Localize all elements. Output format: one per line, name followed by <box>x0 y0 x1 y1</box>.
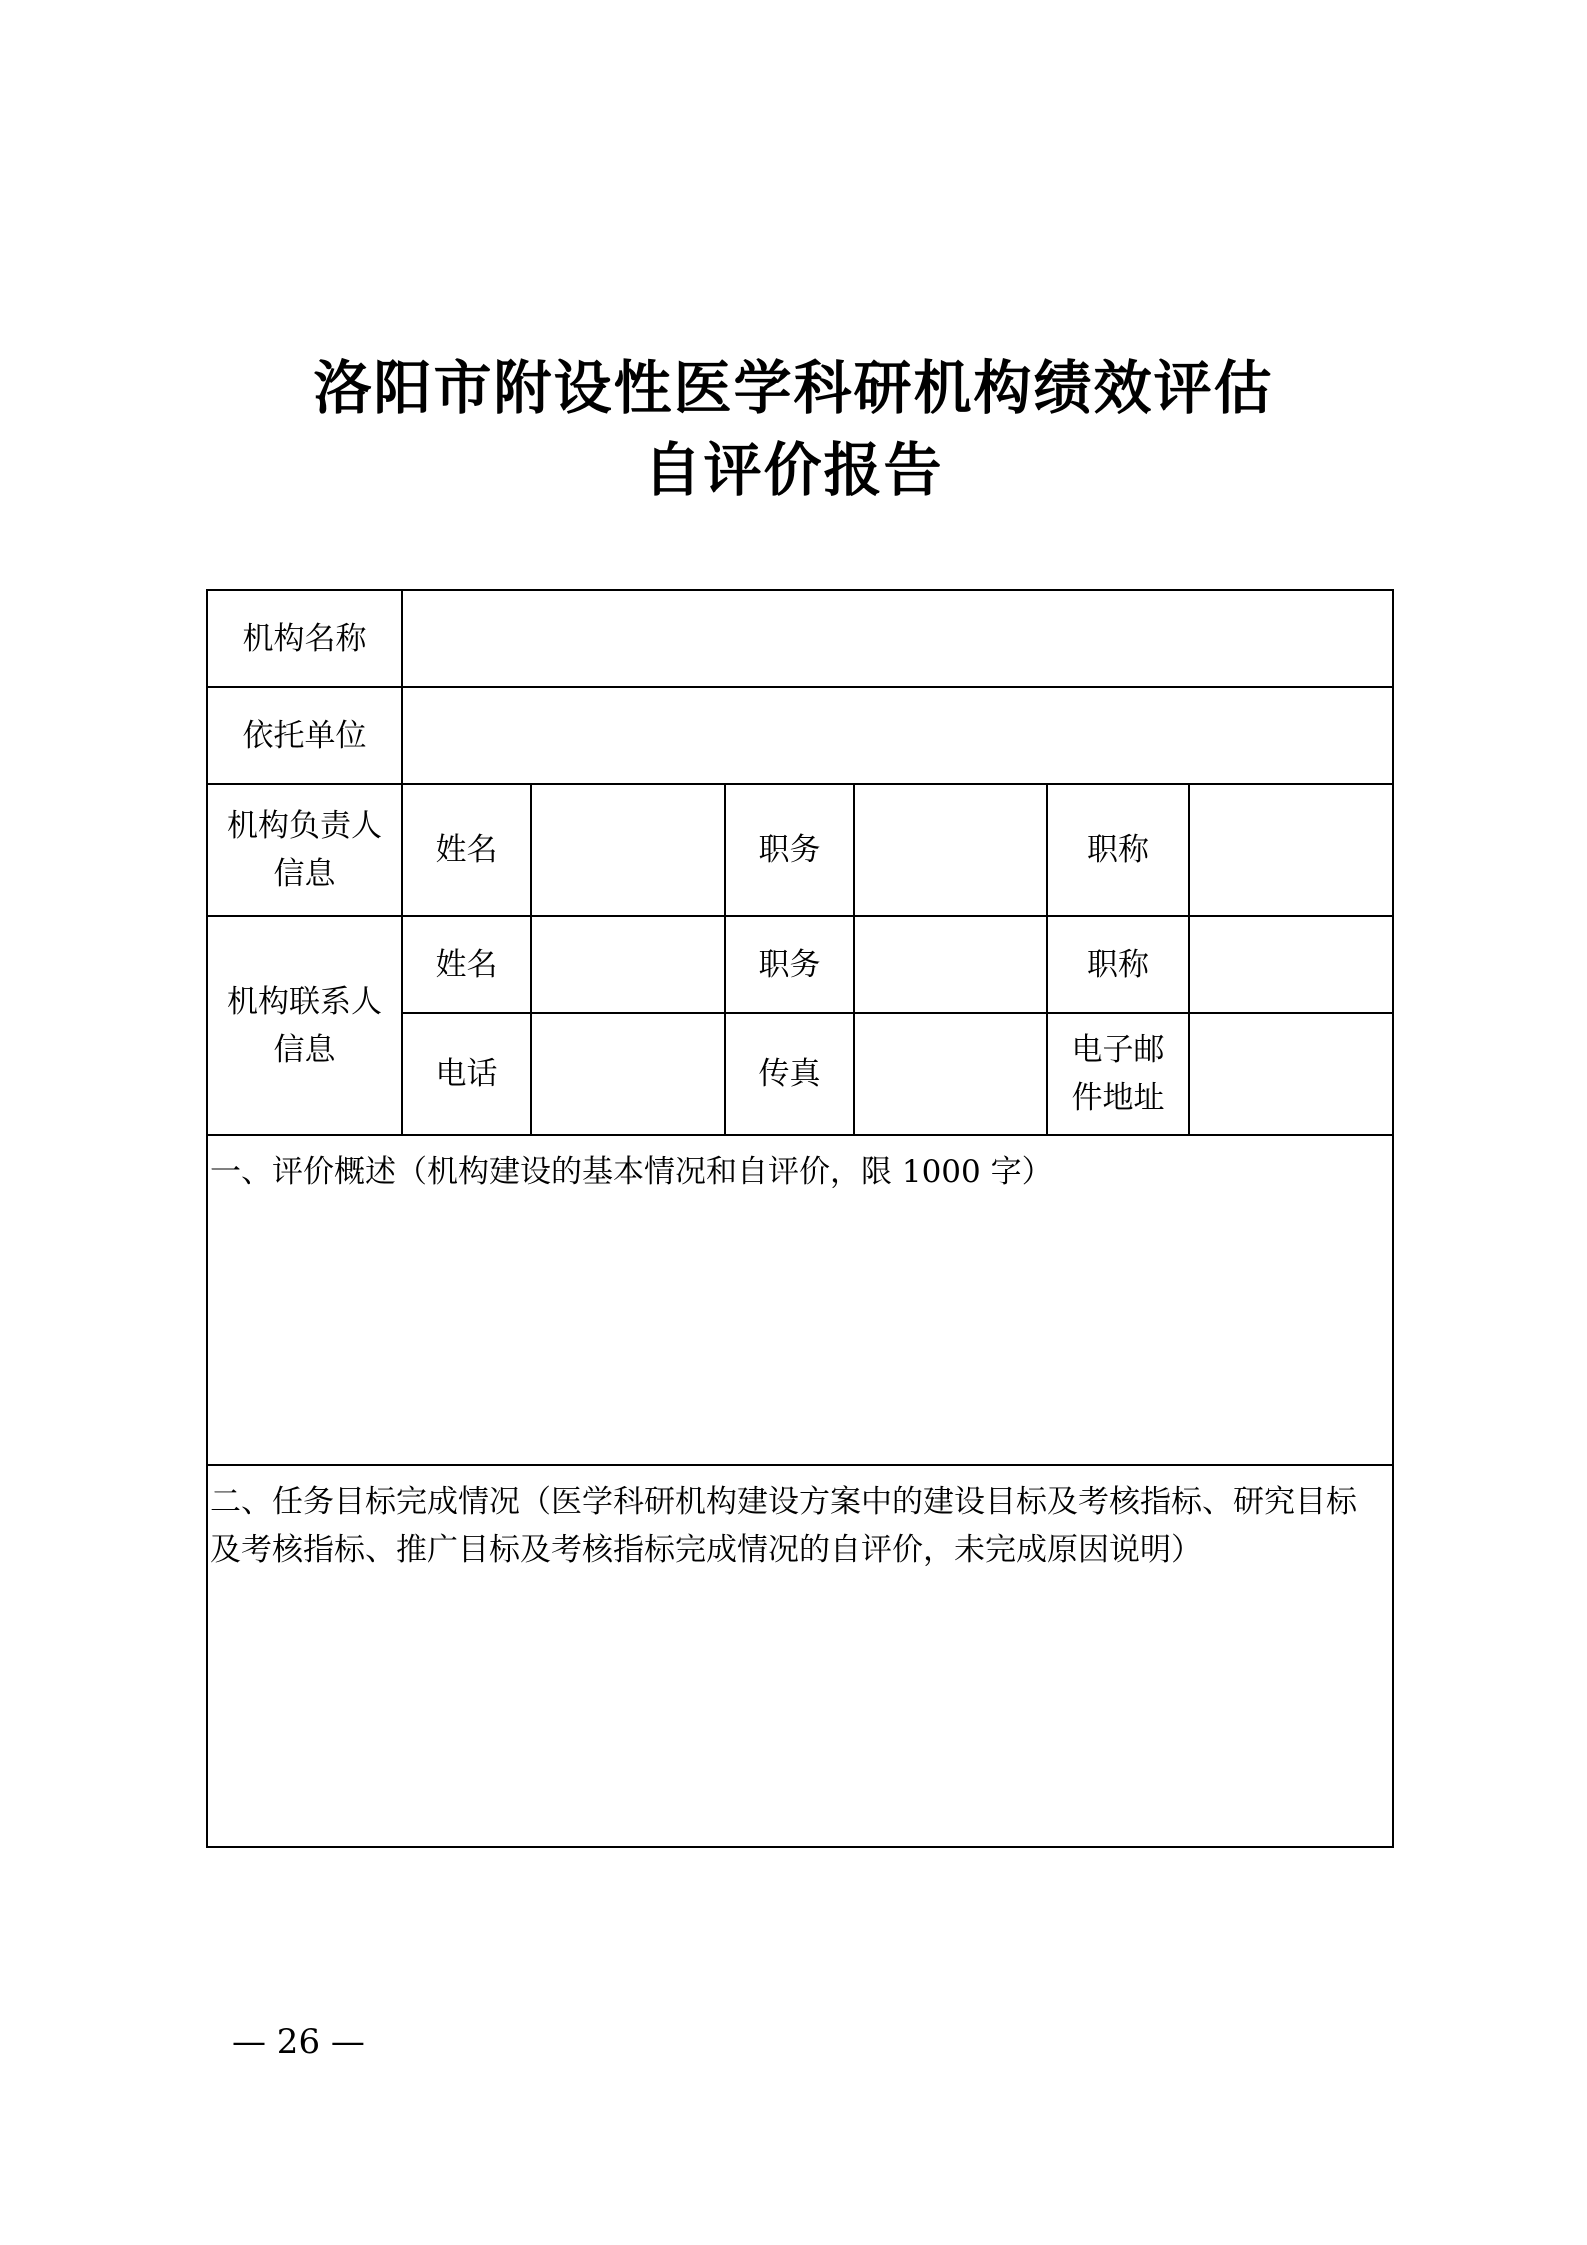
self-evaluation-form <box>206 589 1394 1848</box>
leader-position-field[interactable] <box>854 784 1047 916</box>
contact-info-label-line1: 机构联系人 <box>227 983 382 1020</box>
institution-name-field[interactable] <box>402 590 1393 687</box>
leader-info-label-line2: 信息 <box>273 856 336 892</box>
row-section-task-completion <box>207 1465 1393 1847</box>
evaluation-overview-section[interactable] <box>207 1135 1393 1465</box>
contact-info-label <box>207 916 402 1135</box>
host-unit-label: 依托单位 <box>207 687 402 784</box>
contact-position-label: 职务 <box>725 916 854 1013</box>
leader-info-label-line1: 机构负责人 <box>227 808 382 844</box>
contact-email-label <box>1047 1013 1189 1135</box>
document-title: 洛阳市附设性医学科研机构绩效评估 <box>313 354 1274 422</box>
leader-position-label: 职务 <box>725 784 854 916</box>
row-section-evaluation-overview <box>207 1135 1393 1465</box>
row-institution-name <box>207 590 1393 687</box>
leader-title-field[interactable] <box>1189 784 1393 916</box>
contact-email-label-line1: 电子邮 <box>1071 1032 1165 1068</box>
leader-name-field[interactable] <box>531 784 725 916</box>
contact-title-field[interactable] <box>1189 916 1393 1013</box>
contact-phone-field[interactable] <box>531 1013 725 1135</box>
leader-name-label: 姓名 <box>402 784 531 916</box>
row-leader-info <box>207 784 1393 916</box>
leader-title-label: 职称 <box>1047 784 1189 916</box>
contact-position-field[interactable] <box>854 916 1047 1013</box>
contact-fax-field[interactable] <box>854 1013 1047 1135</box>
contact-phone-label: 电话 <box>402 1013 531 1135</box>
contact-info-label-line2: 信息 <box>273 1031 336 1068</box>
contact-fax-label: 传真 <box>725 1013 854 1135</box>
row-host-unit <box>207 687 1393 784</box>
contact-email-field[interactable] <box>1189 1013 1393 1135</box>
contact-email-label-line2: 件地址 <box>1071 1080 1165 1116</box>
row-contact-info-1 <box>207 916 1393 1013</box>
contact-name-field[interactable] <box>531 916 725 1013</box>
contact-title-label: 职称 <box>1047 916 1189 1013</box>
document-subtitle: 自评价报告 <box>643 436 944 504</box>
contact-name-label: 姓名 <box>402 916 531 1013</box>
institution-name-label: 机构名称 <box>207 590 402 687</box>
task-completion-section[interactable] <box>207 1465 1393 1847</box>
leader-info-label <box>207 784 402 916</box>
task-completion-heading-line2: 及考核指标、推广目标及考核指标完成情况的自评价，未完成原因说明） <box>210 1532 1202 1568</box>
page-number: — 26 — <box>232 2022 365 2062</box>
host-unit-field[interactable] <box>402 687 1393 784</box>
task-completion-heading-line1: 二、任务目标完成情况（医学科研机构建设方案中的建设目标及考核指标、研究目标 <box>210 1484 1357 1520</box>
evaluation-overview-heading: 一、评价概述（机构建设的基本情况和自评价，限 1000 字） <box>210 1154 1053 1190</box>
